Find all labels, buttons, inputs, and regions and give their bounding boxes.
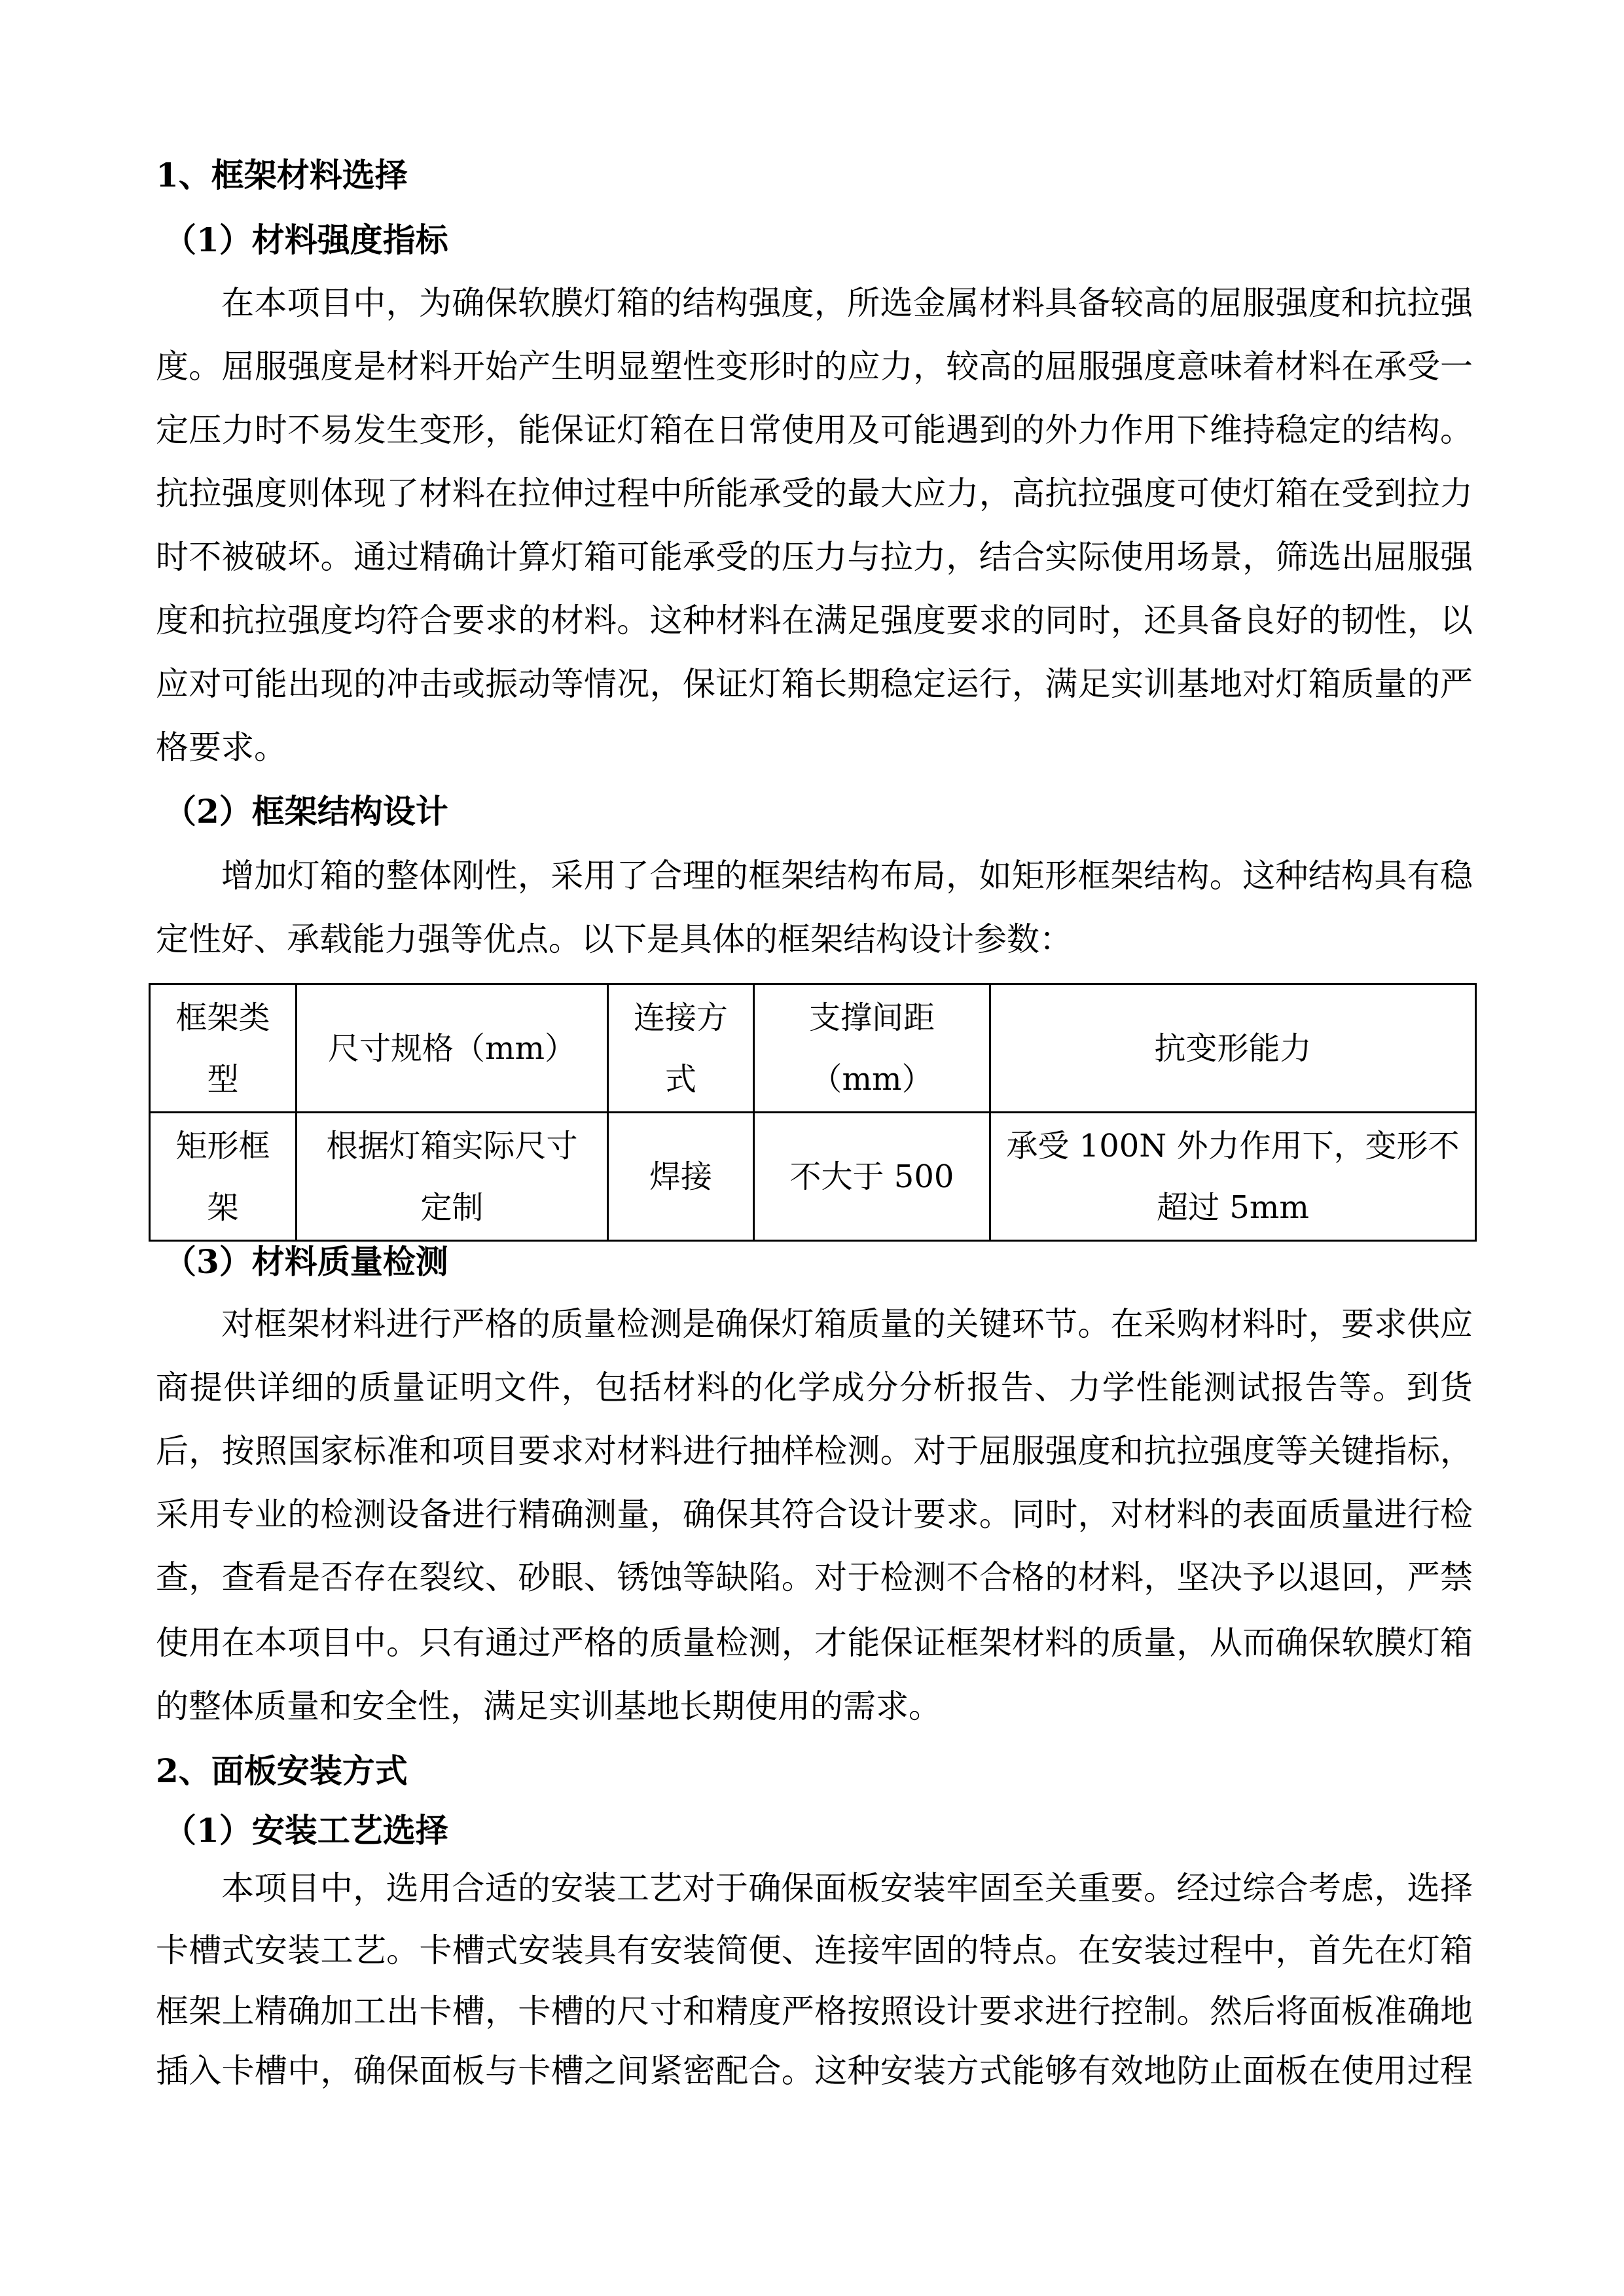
frame-parameters-table [149,983,1477,1242]
paragraph-line: 度。屈服强度是材料开始产生明显塑性变形时的应力，较高的屈服强度意味着材料在承受一 [156,348,1473,386]
paragraph-line: 后，按照国家标准和项目要求对材料进行抽样检测。对于屈服强度和抗拉强度等关键指标， [156,1432,1473,1470]
table-cell [990,1113,1476,1241]
paragraph-line: 商提供详细的质量证明文件，包括材料的化学成分分析报告、力学性能测试报告等。到货 [156,1369,1473,1407]
cell-text: 矩形框 [175,1127,270,1164]
table-cell [754,1113,990,1241]
table-header-row [150,984,1476,1113]
cell-text: 尺寸规格（mm） [327,1030,577,1067]
cell-text: 式 [664,1060,696,1098]
table-cell [297,1113,608,1241]
paragraph-line: 定性好、承载能力强等优点。以下是具体的框架结构设计参数： [156,920,1072,958]
cell-text: 根据灯箱实际尺寸 [326,1127,578,1164]
section-heading-2: 2、面板安装方式 [156,1751,408,1790]
paragraph-line: 框架上精确加工出卡槽，卡槽的尺寸和精度严格按照设计要求进行控制。然后将面板准确地 [156,1992,1473,2030]
paragraph-line: 在本项目中，为确保软膜灯箱的结构强度，所选金属材料具备较高的屈服强度和抗拉强 [221,284,1473,322]
cell-text: 定制 [420,1189,484,1226]
paragraph-line: 查，查看是否存在裂纹、砂眼、锈蚀等缺陷。对于检测不合格的材料，坚决予以退回，严禁 [156,1558,1473,1596]
table-cell [150,1113,297,1241]
table-header-cell [608,984,754,1113]
subsection-heading-2-1: （1）安装工艺选择 [164,1811,448,1850]
cell-text: 架 [207,1189,239,1226]
table-cell [608,1113,754,1241]
paragraph-line: 时不被破坏。通过精确计算灯箱可能承受的压力与拉力，结合实际使用场景，筛选出屈服强 [156,538,1473,576]
paragraph-line: 采用专业的检测设备进行精确测量，确保其符合设计要求。同时，对材料的表面质量进行检 [156,1496,1473,1534]
paragraph-line: 增加灯箱的整体刚性，采用了合理的框架结构布局，如矩形框架结构。这种结构具有稳 [221,857,1473,895]
paragraph-line: 插入卡槽中，确保面板与卡槽之间紧密配合。这种安装方式能够有效地防止面板在使用过程 [156,2052,1473,2090]
cell-text: 框架类 [175,999,270,1036]
cell-text: 型 [207,1060,239,1098]
cell-text: 超过 5mm [1157,1189,1309,1226]
cell-text: 连接方 [633,999,728,1036]
table-header-cell [754,984,990,1113]
subsection-heading-1-1: （1）材料强度指标 [164,221,448,259]
cell-text: 支撑间距 [808,999,935,1036]
table-header-cell [990,984,1476,1113]
cell-text: （mm） [810,1060,933,1098]
subsection-heading-1-2: （2）框架结构设计 [164,792,448,831]
cell-text: 抗变形能力 [1154,1030,1312,1067]
paragraph-line: 的整体质量和安全性，满足实训基地长期使用的需求。 [156,1687,941,1725]
paragraph-line: 抗拉强度则体现了材料在拉伸过程中所能承受的最大应力，高抗拉强度可使灯箱在受到拉力 [156,475,1473,512]
paragraph-line: 格要求。 [156,728,287,766]
table-header-cell [297,984,608,1113]
paragraph-line: 度和抗拉强度均符合要求的材料。这种材料在满足强度要求的同时，还具备良好的韧性，以 [156,601,1473,639]
table-row [150,1113,1476,1241]
paragraph-line: 定压力时不易发生变形，能保证灯箱在日常使用及可能遇到的外力作用下维持稳定的结构。 [156,411,1473,449]
paragraph-line: 卡槽式安装工艺。卡槽式安装具有安装简便、连接牢固的特点。在安装过程中，首先在灯箱 [156,1931,1473,1969]
paragraph-line: 本项目中，选用合适的安装工艺对于确保面板安装牢固至关重要。经过综合考虑，选择 [221,1869,1473,1907]
paragraph-line: 对框架材料进行严格的质量检测是确保灯箱质量的关键环节。在采购材料时，要求供应 [221,1305,1473,1343]
cell-text: 不大于 500 [789,1158,954,1195]
subsection-heading-1-3: （3）材料质量检测 [164,1242,448,1281]
paragraph-line: 使用在本项目中。只有通过严格的质量检测，才能保证框架材料的质量，从而确保软膜灯箱 [156,1624,1473,1662]
cell-text: 承受 100N 外力作用下，变形不 [1006,1127,1460,1164]
section-heading-1: 1、框架材料选择 [156,156,408,194]
cell-text: 焊接 [649,1158,712,1195]
table-header-cell [150,984,297,1113]
paragraph-line: 应对可能出现的冲击或振动等情况，保证灯箱长期稳定运行，满足实训基地对灯箱质量的严 [156,665,1473,703]
